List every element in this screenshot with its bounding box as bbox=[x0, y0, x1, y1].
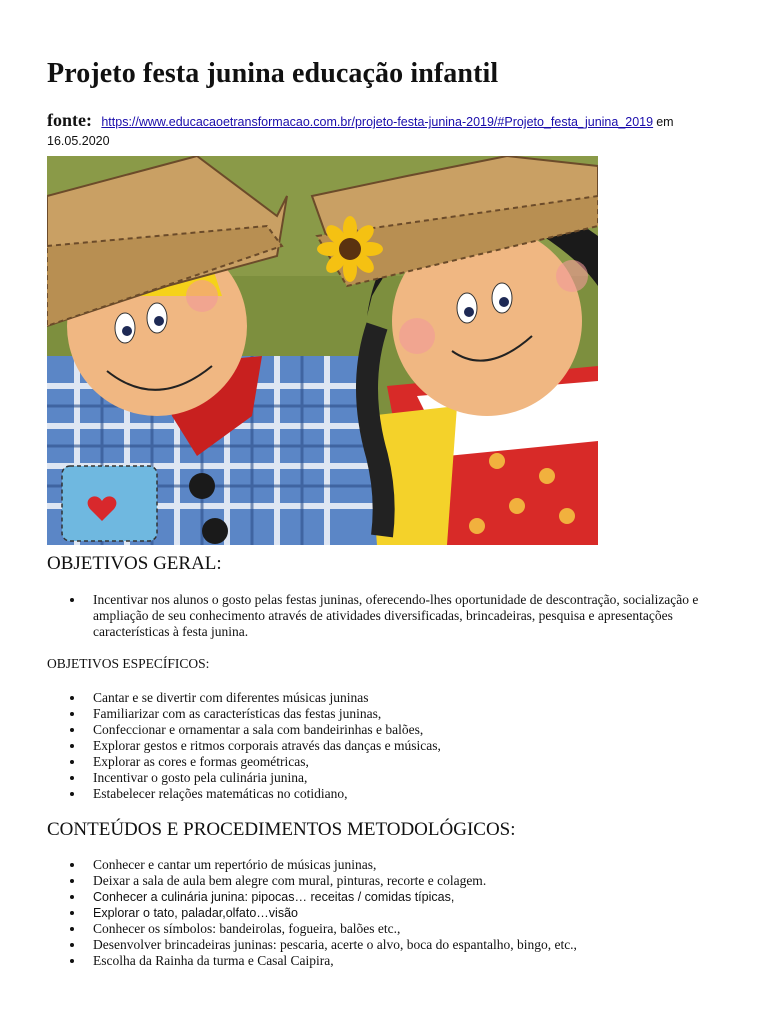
list-item: Deixar a sala de aula bem alegre com mural, pinturas, recorte e colagem. bbox=[47, 873, 727, 889]
list-item: Familiarizar com as características das festas juninas, bbox=[47, 706, 727, 722]
source-date: em 16.05.2020 bbox=[47, 115, 674, 148]
list-item: Cantar e se divertir com diferentes músicas juninas bbox=[47, 690, 727, 706]
list-item: Conhecer a culinária junina: pipocas… receitas / comidas típicas, bbox=[47, 889, 727, 905]
list-item: Incentivar nos alunos o gosto pelas festas juninas, oferecendo-lhes oportunidade de descontração, socialização e ampliação de seu conhecimento através de atividades diversificadas, brincadeiras, pesquisa e apresentações características à festa junina. bbox=[47, 592, 727, 640]
list-item: Explorar as cores e formas geométricas, bbox=[47, 754, 727, 770]
objetivos-especificos-list bbox=[47, 690, 727, 802]
list-item: Explorar gestos e ritmos corporais através das danças e músicas, bbox=[47, 738, 727, 754]
list-item: Explorar o tato, paladar,olfato…visão bbox=[47, 905, 727, 921]
objetivos-geral-heading: OBJETIVOS GERAL: bbox=[47, 553, 222, 574]
list-item: Conhecer os símbolos: bandeirolas, fogueira, balões etc., bbox=[47, 921, 727, 937]
conteudos-heading: CONTEÚDOS E PROCEDIMENTOS METODOLÓGICOS: bbox=[47, 819, 516, 840]
source-line bbox=[47, 111, 727, 151]
festa-junina-photo bbox=[47, 156, 598, 545]
source-label: fonte: bbox=[47, 110, 92, 130]
list-item: Confeccionar e ornamentar a sala com bandeirinhas e balões, bbox=[47, 722, 727, 738]
objetivos-geral-list bbox=[47, 592, 727, 640]
felt-dolls-illustration bbox=[47, 156, 598, 545]
list-item: Estabelecer relações matemáticas no cotidiano, bbox=[47, 786, 727, 802]
source-link[interactable]: https://www.educacaoetransformacao.com.br/projeto-festa-junina-2019/#Projeto_festa_junina_2019 bbox=[101, 115, 654, 129]
list-item: Conhecer e cantar um repertório de músicas juninas, bbox=[47, 857, 727, 873]
page-title: Projeto festa junina educação infantil bbox=[47, 58, 499, 89]
list-item: Escolha da Rainha da turma e Casal Caipira, bbox=[47, 953, 727, 969]
list-item: Desenvolver brincadeiras juninas: pescaria, acerte o alvo, boca do espantalho, bingo, etc., bbox=[47, 937, 727, 953]
list-item: Incentivar o gosto pela culinária junina, bbox=[47, 770, 727, 786]
conteudos-list bbox=[47, 857, 727, 969]
objetivos-especificos-heading: OBJETIVOS ESPECÍFICOS: bbox=[47, 656, 210, 671]
